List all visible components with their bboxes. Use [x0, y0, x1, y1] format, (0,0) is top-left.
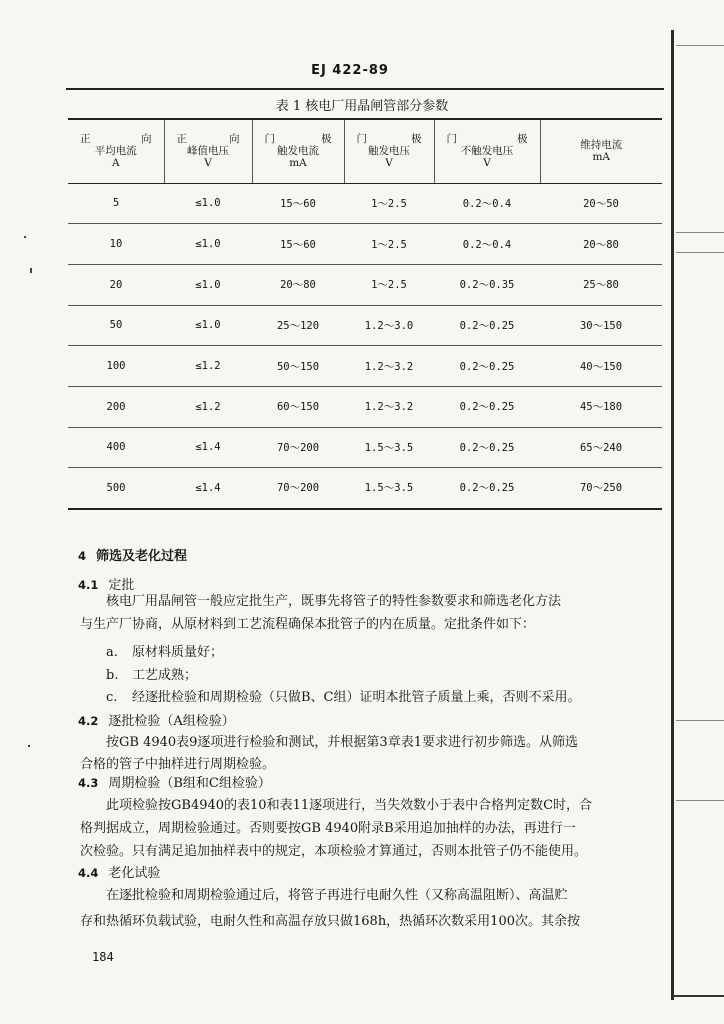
paragraph-line: 格判据成立，周期检验通过。否则要按GB 4940附录B采用追加抽样的办法，再进行一: [80, 821, 576, 836]
table-row: [68, 305, 662, 346]
list-item: c. 经逐批检验和周期检验（只做B、C组）证明本批管子质量上乘，否则不采用。: [106, 690, 581, 705]
table-cell: 10: [68, 224, 164, 265]
table-row: [68, 468, 662, 509]
table-cell: 1.2～3.0: [344, 305, 434, 346]
table-cell: 30～150: [540, 305, 662, 346]
scan-speck: [30, 268, 32, 273]
margin-tick: [676, 252, 724, 253]
paragraph-line: 次检验。只有满足追加抽样表中的规定，本项检验才算通过，否则本批管子仍不能使用。: [80, 844, 588, 859]
table-row: [68, 386, 662, 427]
table-row: [68, 264, 662, 305]
margin-tick: [676, 45, 724, 46]
table-cell: 50～150: [252, 346, 344, 387]
table-cell: 50: [68, 305, 164, 346]
list-item: a. 原材料质量好；: [106, 645, 224, 660]
table-cell: ≤1.0: [164, 224, 252, 265]
table-cell: 1～2.5: [344, 183, 434, 224]
table-cell: 25～80: [540, 264, 662, 305]
table-cell: 0.2～0.4: [434, 183, 540, 224]
col-header: 门 极 触发电压 V: [344, 119, 434, 183]
section-4-heading: 4 筛选及老化过程: [78, 549, 188, 564]
table-cell: ≤1.4: [164, 427, 252, 468]
list-item: b. 工艺成熟；: [106, 668, 198, 683]
table-cell: 65～240: [540, 427, 662, 468]
table-cell: ≤1.2: [164, 386, 252, 427]
footer-edge-line: [672, 995, 724, 997]
table-row: [68, 346, 662, 387]
table-cell: 400: [68, 427, 164, 468]
table-cell: ≤1.4: [164, 468, 252, 509]
table-row: [68, 427, 662, 468]
table-cell: 1.5～3.5: [344, 468, 434, 509]
table-cell: 0.2～0.25: [434, 468, 540, 509]
document-code-header: EJ 422-89: [311, 63, 389, 78]
col-header: 门 极 不触发电压 V: [434, 119, 540, 183]
paragraph-line: 核电厂用晶闸管一般应定批生产，既事先将管子的特性参数要求和筛选老化方法: [106, 594, 562, 609]
margin-tick: [676, 720, 724, 721]
section-4-4-heading: 4.4 老化试验: [78, 866, 161, 881]
table-cell: 20～80: [252, 264, 344, 305]
section-4-1-heading: 4.1 定批: [78, 578, 135, 593]
table-cell: 70～200: [252, 468, 344, 509]
binding-edge-line: [671, 30, 674, 1000]
section-4-2-heading: 4.2 逐批检验（A组检验）: [78, 714, 235, 729]
table-cell: 40～150: [540, 346, 662, 387]
table-cell: 1～2.5: [344, 264, 434, 305]
col-header: 正 向 平均电流 A: [68, 119, 164, 183]
table-cell: 1～2.5: [344, 224, 434, 265]
page-number: 184: [92, 950, 114, 964]
table-cell: 100: [68, 346, 164, 387]
col-header: 维持电流 mA: [540, 119, 662, 183]
table-cell: 20～80: [540, 224, 662, 265]
table-cell: 15～60: [252, 224, 344, 265]
paragraph-line: 按GB 4940表9逐项进行检验和测试，并根据第3章表1要求进行初步筛选。从筛选: [106, 735, 578, 750]
paragraph-line: 存和热循环负载试验，电耐久性和高温存放只做168h，热循环次数采用100次。其余按: [80, 914, 580, 929]
scan-speck: [28, 745, 30, 747]
table-cell: 20: [68, 264, 164, 305]
table-cell: 1.2～3.2: [344, 346, 434, 387]
table-cell: 5: [68, 183, 164, 224]
table-header-row: [68, 119, 662, 183]
paragraph-line: 在逐批检验和周期检验通过后，将管子再进行电耐久性（又称高温阻断）、高温贮: [106, 888, 568, 903]
table-cell: 1.5～3.5: [344, 427, 434, 468]
table-cell: 70～200: [252, 427, 344, 468]
table-cell: 0.2～0.4: [434, 224, 540, 265]
margin-tick: [676, 800, 724, 801]
table-cell: 0.2～0.25: [434, 305, 540, 346]
table-cell: 20～50: [540, 183, 662, 224]
table-cell: ≤1.0: [164, 305, 252, 346]
table-cell: ≤1.2: [164, 346, 252, 387]
table-cell: 70～250: [540, 468, 662, 509]
table-cell: 1.2～3.2: [344, 386, 434, 427]
thyristor-parameters-table: [68, 118, 662, 510]
scan-speck: [24, 236, 26, 238]
table-cell: ≤1.0: [164, 264, 252, 305]
table-cell: 500: [68, 468, 164, 509]
table-cell: 0.2～0.25: [434, 346, 540, 387]
table-row: [68, 224, 662, 265]
section-4-3-heading: 4.3 周期检验（B组和C组检验）: [78, 776, 271, 791]
table-cell: 0.2～0.25: [434, 386, 540, 427]
table-cell: 45～180: [540, 386, 662, 427]
table-cell: 60～150: [252, 386, 344, 427]
col-header: 正 向 峰值电压 V: [164, 119, 252, 183]
table-cell: 25～120: [252, 305, 344, 346]
table-row: [68, 183, 662, 224]
col-header: 门 极 触发电流 mA: [252, 119, 344, 183]
table-cell: 0.2～0.25: [434, 427, 540, 468]
margin-tick: [676, 232, 724, 233]
table-caption: 表 1 核电厂用晶闸管部分参数: [275, 99, 449, 114]
table-cell: 15～60: [252, 183, 344, 224]
paragraph-line: 与生产厂协商，从原材料到工艺流程确保本批管子的内在质量。定批条件如下：: [80, 617, 536, 632]
table-cell: 0.2～0.35: [434, 264, 540, 305]
paragraph-line: 此项检验按GB4940的表10和表11逐项进行，当失效数小于表中合格判定数C时，合: [106, 798, 593, 813]
paragraph-line: 合格的管子中抽样进行周期检验。: [80, 757, 276, 772]
table-cell: 200: [68, 386, 164, 427]
table-cell: ≤1.0: [164, 183, 252, 224]
header-rule: [66, 88, 664, 90]
